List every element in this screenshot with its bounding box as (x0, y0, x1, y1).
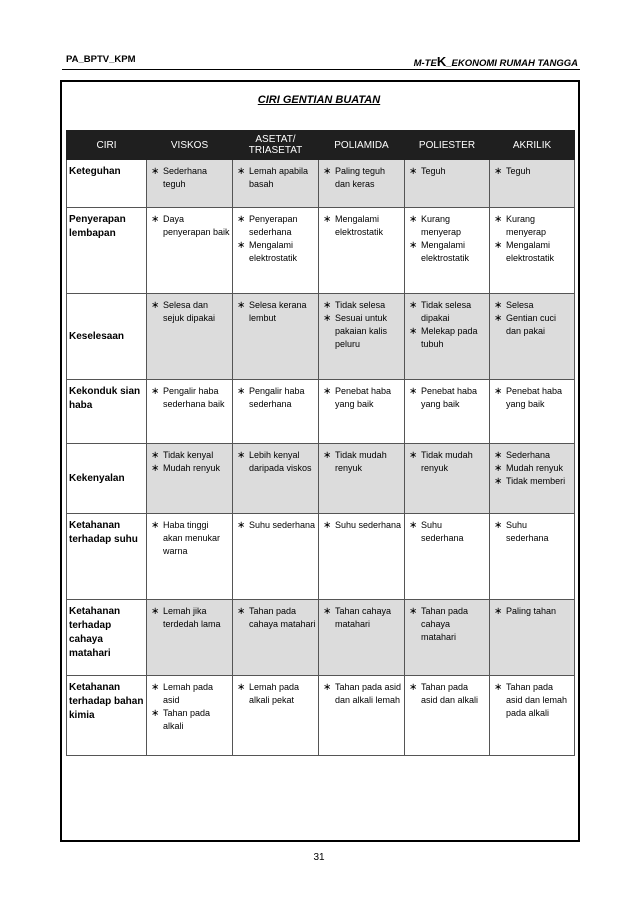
bullet-item: ∗ Selesa (492, 299, 572, 312)
row-label: Kekenyalan (67, 444, 147, 514)
bullet-list (149, 681, 230, 733)
row-label: Ketahanan terhadap suhu (67, 514, 147, 600)
row-label: Kekonduk sian haba (67, 380, 147, 444)
table-cell (233, 380, 319, 444)
bullet-list (407, 165, 487, 178)
bullet-list (235, 299, 316, 325)
table-cell (490, 600, 575, 676)
bullet-item: ∗ Kurang menyerap (492, 213, 572, 239)
table-cell (147, 294, 233, 380)
bullet-item: ∗ Sederhana (492, 449, 572, 462)
bullet-list (407, 299, 487, 351)
table-cell (319, 160, 405, 208)
row-label: Ketahanan terhadap bahan kimia (67, 676, 147, 756)
bullet-list (235, 165, 316, 191)
header-right-prefix: M-TE (413, 58, 437, 69)
table-cell (147, 380, 233, 444)
bullet-item: ∗ Mengalami elektrostatik (492, 239, 572, 265)
bullet-item: ∗ Tidak selesa dipakai (407, 299, 487, 325)
col-header-poliester: POLIESTER (405, 131, 490, 160)
bullet-list (149, 385, 230, 411)
table-cell (233, 600, 319, 676)
bullet-item: ∗ Pengalir haba sederhana baik (149, 385, 230, 411)
table-cell (233, 514, 319, 600)
bullet-item: ∗ Tahan cahaya matahari (321, 605, 402, 631)
bullet-list (321, 299, 402, 351)
bullet-item: ∗ Lemah apabila basah (235, 165, 316, 191)
bullet-item: ∗ Tidak mudah renyuk (407, 449, 487, 475)
table-cell (405, 444, 490, 514)
table-cell (490, 294, 575, 380)
table-cell (147, 160, 233, 208)
bullet-item: ∗ Paling teguh dan keras (321, 165, 402, 191)
bullet-item: ∗ Gentian cuci dan pakai (492, 312, 572, 338)
table-cell (319, 676, 405, 756)
table-cell (147, 676, 233, 756)
bullet-list (149, 605, 230, 631)
bullet-item: ∗ Suhu sederhana (407, 519, 487, 545)
bullet-item: ∗ Tidak mudah renyuk (321, 449, 402, 475)
bullet-item: ∗ Teguh (492, 165, 572, 178)
table-cell (490, 514, 575, 600)
bullet-item: ∗ Tahan pada cahaya matahari (235, 605, 316, 631)
page-number: 31 (313, 852, 325, 863)
bullet-list (492, 605, 572, 618)
table-cell (490, 676, 575, 756)
bullet-list (321, 605, 402, 631)
bullet-item: ∗ Tahan pada asid dan lemah pada alkali (492, 681, 572, 720)
bullet-list (407, 385, 487, 411)
bullet-item: ∗ Tidak kenyal (149, 449, 230, 462)
bullet-item: ∗ Pengalir haba sederhana (235, 385, 316, 411)
bullet-list (321, 213, 402, 239)
bullet-item: ∗ Sesuai untuk pakaian kalis peluru (321, 312, 402, 351)
bullet-item: ∗ Suhu sederhana (492, 519, 572, 545)
bullet-list (407, 519, 487, 545)
table-row (67, 294, 575, 380)
bullet-list (149, 519, 230, 558)
bullet-item: ∗ Lemah pada asid (149, 681, 230, 707)
bullet-list (321, 449, 402, 475)
bullet-item: ∗ Mengalami elektrostatik (321, 213, 402, 239)
bullet-item: ∗ Tidak selesa (321, 299, 402, 312)
bullet-item: ∗ Kurang menyerap (407, 213, 487, 239)
bullet-list (492, 519, 572, 545)
bullet-list (492, 299, 572, 338)
bullet-item: ∗ Tidak memberi (492, 475, 572, 488)
bullet-list (492, 385, 572, 411)
table-cell (490, 444, 575, 514)
bullet-list (149, 165, 230, 191)
bullet-item: ∗ Sederhana teguh (149, 165, 230, 191)
bullet-list (492, 165, 572, 178)
table-cell (405, 514, 490, 600)
bullet-item: ∗ Haba tinggi akan menukar warna (149, 519, 230, 558)
table-cell (233, 444, 319, 514)
table-cell (319, 514, 405, 600)
header-right-big-letter: K (436, 54, 447, 69)
bullet-item: ∗ Mengalami elektrostatik (235, 239, 316, 265)
bullet-list (235, 681, 316, 707)
header-right-suffix: _EKONOMI RUMAH TANGGA (446, 58, 578, 69)
table-row (67, 514, 575, 600)
bullet-list (235, 213, 316, 265)
table-cell (405, 208, 490, 294)
page-title: CIRI GENTIAN BUATAN (257, 94, 381, 106)
table-cell (147, 208, 233, 294)
bullet-item: ∗ Teguh (407, 165, 487, 178)
header-left: PA_BPTV_KPM (66, 54, 136, 65)
table-cell (405, 600, 490, 676)
fiber-table (66, 130, 575, 756)
row-label: Penyerapan lembapan (67, 208, 147, 294)
bullet-item: ∗ Penebat haba yang baik (492, 385, 572, 411)
bullet-list (321, 681, 402, 707)
bullet-item: ∗ Mudah renyuk (492, 462, 572, 475)
bullet-item: ∗ Daya penyerapan baik (149, 213, 230, 239)
table-row (67, 208, 575, 294)
bullet-item: ∗ Lemah jika terdedah lama (149, 605, 230, 631)
table-cell (405, 294, 490, 380)
table-cell (405, 380, 490, 444)
table-cell (233, 208, 319, 294)
bullet-item: ∗ Paling tahan (492, 605, 572, 618)
bullet-list (407, 449, 487, 475)
table-cell (319, 600, 405, 676)
col-header-akrilik: AKRILIK (490, 131, 575, 160)
col-header-asetat: ASETAT/ TRIASETAT (233, 131, 319, 160)
col-header-ciri: CIRI (67, 131, 147, 160)
bullet-item: ∗ Tahan pada cahaya matahari (407, 605, 487, 644)
col-header-poliamida: POLIAMIDA (319, 131, 405, 160)
table-cell (233, 160, 319, 208)
bullet-item: ∗ Penyerapan sederhana (235, 213, 316, 239)
table-cell (405, 676, 490, 756)
bullet-item: ∗ Lebih kenyal daripada viskos (235, 449, 316, 475)
table-header-row (67, 131, 575, 160)
row-label: Keteguhan (67, 160, 147, 208)
bullet-item: ∗ Tahan pada asid dan alkali lemah (321, 681, 402, 707)
table-cell (319, 444, 405, 514)
bullet-list (407, 213, 487, 265)
bullet-item: ∗ Mudah renyuk (149, 462, 230, 475)
bullet-item: ∗ Penebat haba yang baik (407, 385, 487, 411)
bullet-list (149, 299, 230, 325)
table-cell (147, 514, 233, 600)
bullet-list (321, 519, 402, 532)
table-row (67, 444, 575, 514)
bullet-list (149, 449, 230, 475)
row-label: Keselesaan (67, 294, 147, 380)
table-cell (490, 208, 575, 294)
header-divider (62, 69, 580, 70)
header-right (414, 54, 578, 69)
table-cell (233, 294, 319, 380)
table-row (67, 160, 575, 208)
bullet-list (492, 213, 572, 265)
row-label: Ketahanan terhadap cahaya matahari (67, 600, 147, 676)
table-row (67, 676, 575, 756)
bullet-list (149, 213, 230, 239)
table-cell (147, 600, 233, 676)
bullet-list (235, 519, 316, 532)
bullet-list (407, 605, 487, 644)
bullet-item: ∗ Penebat haba yang baik (321, 385, 402, 411)
bullet-list (235, 449, 316, 475)
bullet-list (492, 449, 572, 488)
bullet-item: ∗ Selesa dan sejuk dipakai (149, 299, 230, 325)
bullet-item: ∗ Lemah pada alkali pekat (235, 681, 316, 707)
table-cell (319, 208, 405, 294)
bullet-item: ∗ Suhu sederhana (321, 519, 402, 532)
table-cell (319, 294, 405, 380)
table-row (67, 380, 575, 444)
table-cell (405, 160, 490, 208)
bullet-item: ∗ Tahan pada asid dan alkali (407, 681, 487, 707)
table-cell (490, 380, 575, 444)
bullet-item: ∗ Tahan pada alkali (149, 707, 230, 733)
col-header-viskos: VISKOS (147, 131, 233, 160)
bullet-list (235, 605, 316, 631)
bullet-item: ∗ Mengalami elektrostatik (407, 239, 487, 265)
bullet-item: ∗ Melekap pada tubuh (407, 325, 487, 351)
bullet-list (492, 681, 572, 720)
table-cell (233, 676, 319, 756)
table-cell (319, 380, 405, 444)
bullet-list (235, 385, 316, 411)
bullet-item: ∗ Suhu sederhana (235, 519, 316, 532)
table-cell (490, 160, 575, 208)
bullet-list (407, 681, 487, 707)
bullet-list (321, 165, 402, 191)
bullet-list (321, 385, 402, 411)
table-row (67, 600, 575, 676)
bullet-item: ∗ Selesa kerana lembut (235, 299, 316, 325)
table-cell (147, 444, 233, 514)
